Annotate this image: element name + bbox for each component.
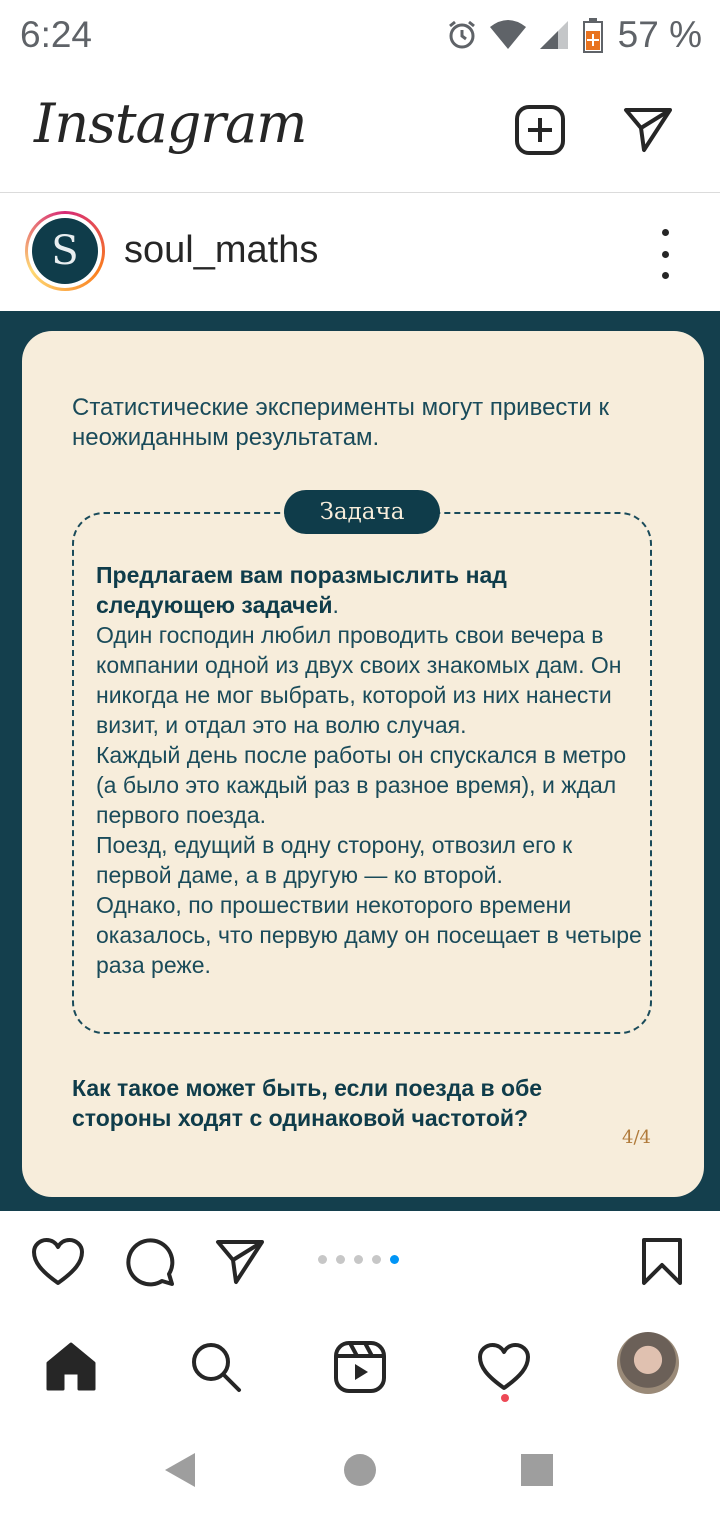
home-system-button[interactable] [340, 1450, 380, 1490]
share-icon [214, 1236, 266, 1288]
signal-icon [538, 19, 572, 51]
task-paragraph-4: Однако, по прошествии некоторого времени оказалось, что первую даму он посещает в четыре раза реже. [96, 892, 642, 978]
status-bar [0, 0, 720, 72]
app-bar [0, 72, 720, 193]
heart-icon [477, 1342, 531, 1392]
task-paragraph-3: Поезд, едущий в одну сторону, отвозил его к первой даме, а в другую — ко второй. [96, 832, 573, 888]
avatar: S [32, 218, 98, 284]
alarm-icon [446, 19, 478, 51]
back-button[interactable] [160, 1450, 200, 1490]
more-options-button[interactable] [650, 229, 680, 279]
carousel-dot [390, 1255, 399, 1264]
status-time: 6:24 [20, 14, 93, 55]
carousel-indicator [318, 1255, 399, 1264]
post-actions [0, 1212, 720, 1312]
battery-percent: 57 % [617, 14, 702, 55]
post-question: Как такое может быть, если поезда в обе стороны ходят с одинаковой частотой? [72, 1075, 543, 1131]
save-button[interactable] [632, 1232, 692, 1292]
status-icons [446, 14, 702, 56]
notification-dot [501, 1394, 509, 1402]
comment-icon [124, 1236, 176, 1288]
direct-message-icon [622, 104, 674, 156]
carousel-dot [372, 1255, 381, 1264]
home-icon [44, 1341, 98, 1393]
new-post-icon [514, 104, 566, 156]
new-post-button[interactable] [510, 100, 570, 160]
instagram-logo: Instagram [34, 92, 307, 155]
task-label: Задача [284, 490, 440, 534]
search-icon [189, 1340, 243, 1394]
post-card [22, 331, 704, 1197]
nav-home[interactable] [36, 1332, 106, 1402]
story-ring[interactable] [25, 211, 105, 291]
post-intro-text: Статистические эксперименты могут привести к неожиданным результатам. [72, 394, 609, 451]
circle-home-icon [343, 1453, 377, 1487]
task-paragraph-2: Каждый день после работы он спускался в метро (а было это каждый раз в разное время), и ждал первого поезда. [96, 742, 627, 828]
post-header [0, 193, 720, 311]
system-navigation [0, 1422, 720, 1520]
task-text: Предлагаем вам поразмыслить над следующею задачей. Один господин любил проводить свои вечера в компании одной из двух своих знакомых дам. Он никогда не мог выбрать, которой из них нанести визит, и отдал это на волю случая. Каждый день после работы он спускался в метро (а было это каждый раз в разное время), и ждал первого поезда. Поезд, едущий в одну сторону, отвозил его к первой даме, а в другую — ко второй. Однако, по прошествии некоторого времени оказалось, что первую даму он посещает в четыре раза реже. [96, 562, 642, 978]
task-box [72, 499, 652, 1034]
recents-button[interactable] [517, 1450, 557, 1490]
carousel-dot [336, 1255, 345, 1264]
battery-icon [582, 17, 604, 53]
post-image[interactable] [0, 311, 720, 1211]
like-button[interactable] [28, 1232, 88, 1292]
back-icon [163, 1451, 197, 1489]
wifi-icon [488, 19, 528, 51]
page-number: 4/4 [622, 1127, 651, 1148]
carousel-dot [354, 1255, 363, 1264]
square-recents-icon [520, 1453, 554, 1487]
reels-icon [333, 1340, 387, 1394]
heart-icon [31, 1237, 85, 1287]
comment-button[interactable] [120, 1232, 180, 1292]
post-username[interactable]: soul_maths [124, 229, 319, 271]
task-paragraph-1: Один господин любил проводить свои вечера в компании одной из двух своих знакомых дам. Он никогда не мог выбрать, которой из них нанести визит, и отдал это на волю случая. [96, 622, 622, 738]
direct-message-button[interactable] [618, 100, 678, 160]
nav-activity[interactable] [469, 1332, 539, 1402]
task-heading: Предлагаем вам поразмыслить над следующею задачей [96, 562, 507, 618]
more-icon [662, 229, 669, 236]
nav-profile-avatar[interactable] [617, 1332, 679, 1394]
bookmark-icon [640, 1237, 684, 1287]
share-button[interactable] [210, 1232, 270, 1292]
bottom-navigation [0, 1312, 720, 1422]
nav-reels[interactable] [325, 1332, 395, 1402]
nav-search[interactable] [181, 1332, 251, 1402]
carousel-dot [318, 1255, 327, 1264]
